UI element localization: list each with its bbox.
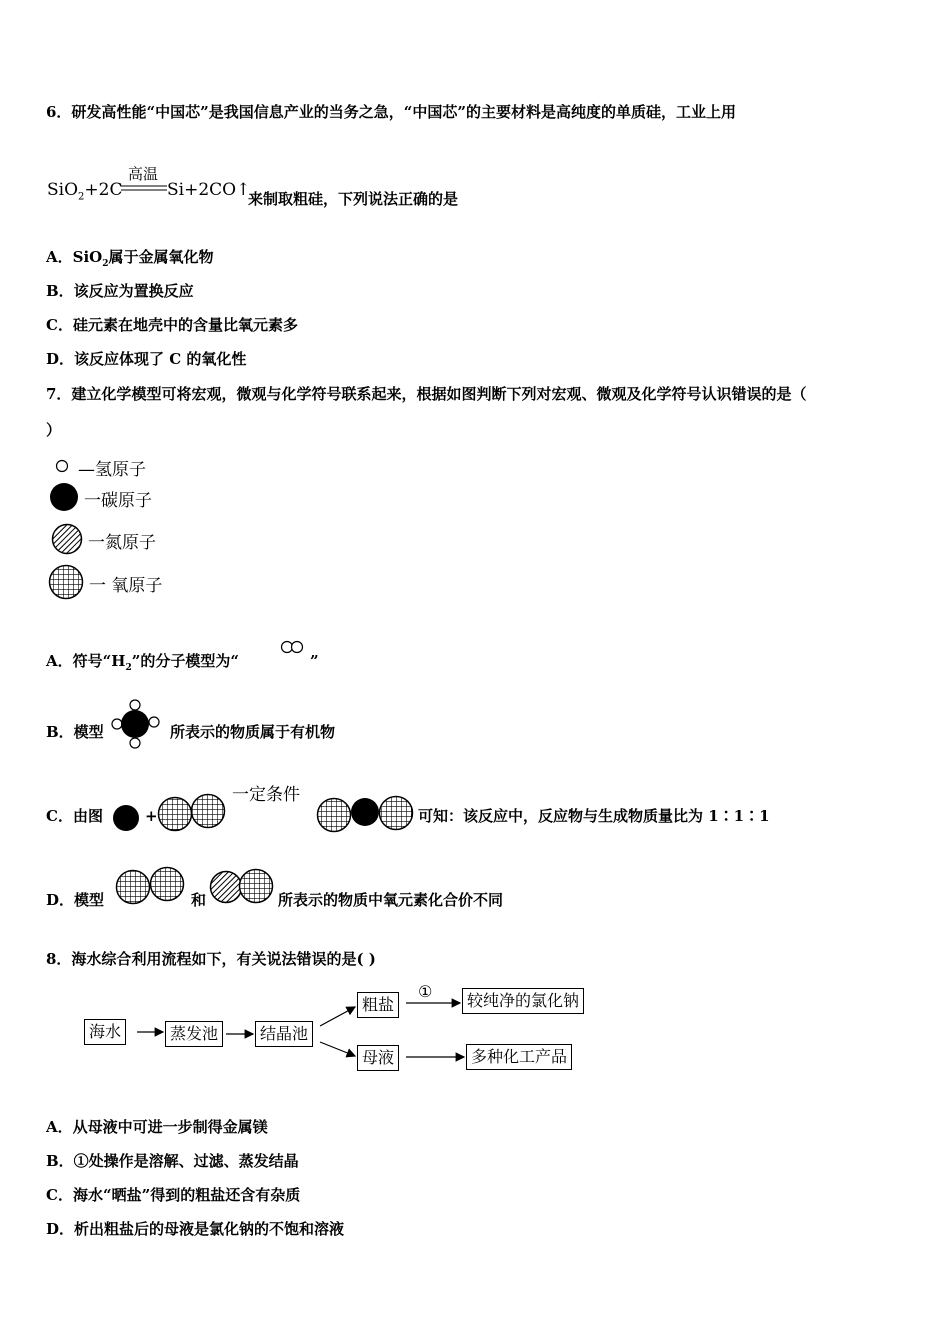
- legend-hydrogen-label: —氢原子: [78, 460, 146, 480]
- eq-left-sub: 2: [78, 191, 85, 203]
- q8-option-d: D．析出粗盐后的母液是氯化钠的不饱和溶液: [46, 1220, 345, 1238]
- q7-option-b-end: 所表示的物质属于有机物: [170, 723, 336, 741]
- q6-a-prefix: A．SiO: [46, 248, 103, 266]
- eq-left-rest: +2C: [84, 180, 123, 200]
- legend-nitrogen-label: 一氮原子: [88, 533, 156, 553]
- q7-a-end: ”: [310, 652, 319, 670]
- q6-option-d: D．该反应体现了 C 的氧化性: [46, 350, 247, 368]
- arrow-crystal-crude-salt: [320, 1007, 355, 1026]
- q8-stem: 8．海水综合利用流程如下，有关说法错误的是( ): [46, 950, 376, 968]
- q6-a-rest: 属于金属氧化物: [108, 248, 214, 266]
- q8-option-b: B．①处操作是溶解、过滤、蒸发结晶: [46, 1152, 299, 1170]
- flow-seawater-box: 海水: [84, 1019, 126, 1045]
- q8-option-a: A．从母液中可进一步制得金属镁: [46, 1118, 268, 1136]
- q7-a-prefix: A．符号“H: [46, 652, 126, 670]
- flow-mother-liquor-box: 母液: [357, 1045, 399, 1071]
- q7-a-mid: ”的分子模型为“: [131, 652, 239, 670]
- q6-stem: 6．研发高性能“中国芯”是我国信息产业的当务之急，“中国芯”的主要材料是高纯度的单质硅，工业上用: [46, 103, 736, 121]
- q7-d-and: 和: [191, 891, 207, 909]
- flow-evaporation-box: 蒸发池: [165, 1021, 223, 1047]
- reaction-condition: 一定条件: [232, 785, 300, 805]
- q6-stem-end: 来制取粗硅，下列说法正确的是: [248, 190, 459, 208]
- q7-stem: 7．建立化学模型可将宏观，微观与化学符号联系起来，根据如图判断下列对宏观、微观及化学符号认识错误的是（: [46, 385, 807, 403]
- q7-option-d-end: 所表示的物质中氧元素化合价不同: [278, 891, 504, 909]
- q6-a-sub: 2: [102, 259, 109, 269]
- q8-option-c: C．海水“晒盐”得到的粗盐还含有杂质: [46, 1186, 301, 1204]
- eq-right: Si+2CO↑: [167, 180, 251, 200]
- q7-option-c-prefix: C．由图: [46, 807, 103, 825]
- eq-condition: 高温: [128, 165, 159, 183]
- q7-option-c-end: 可知：该反应中，反应物与生成物质量比为 1∶1∶1: [418, 807, 770, 825]
- q7-a-sub: 2: [125, 663, 132, 673]
- flow-step-marker: ①: [418, 982, 433, 1001]
- q6-option-c: C．硅元素在地壳中的含量比氧元素多: [46, 316, 298, 334]
- flow-crude-salt-box: 粗盐: [357, 992, 399, 1018]
- flow-pure-nacl-box: 较纯净的氯化钠: [462, 988, 584, 1014]
- q7-stem-close: ）: [46, 421, 62, 439]
- q6-option-b: B．该反应为置换反应: [46, 282, 194, 300]
- eq-left: SiO: [47, 180, 79, 200]
- flow-products-box: 多种化工产品: [466, 1044, 572, 1070]
- q7-c-plus: +: [145, 807, 158, 825]
- flow-crystal-box: 结晶池: [255, 1021, 313, 1047]
- q7-option-b-prefix: B．模型: [46, 723, 104, 741]
- q7-option-d-prefix: D．模型: [46, 891, 105, 909]
- arrow-crystal-mother-liquor: [320, 1042, 355, 1056]
- legend-carbon-label: 一碳原子: [84, 491, 152, 511]
- legend-oxygen-label: 一 氧原子: [89, 576, 163, 596]
